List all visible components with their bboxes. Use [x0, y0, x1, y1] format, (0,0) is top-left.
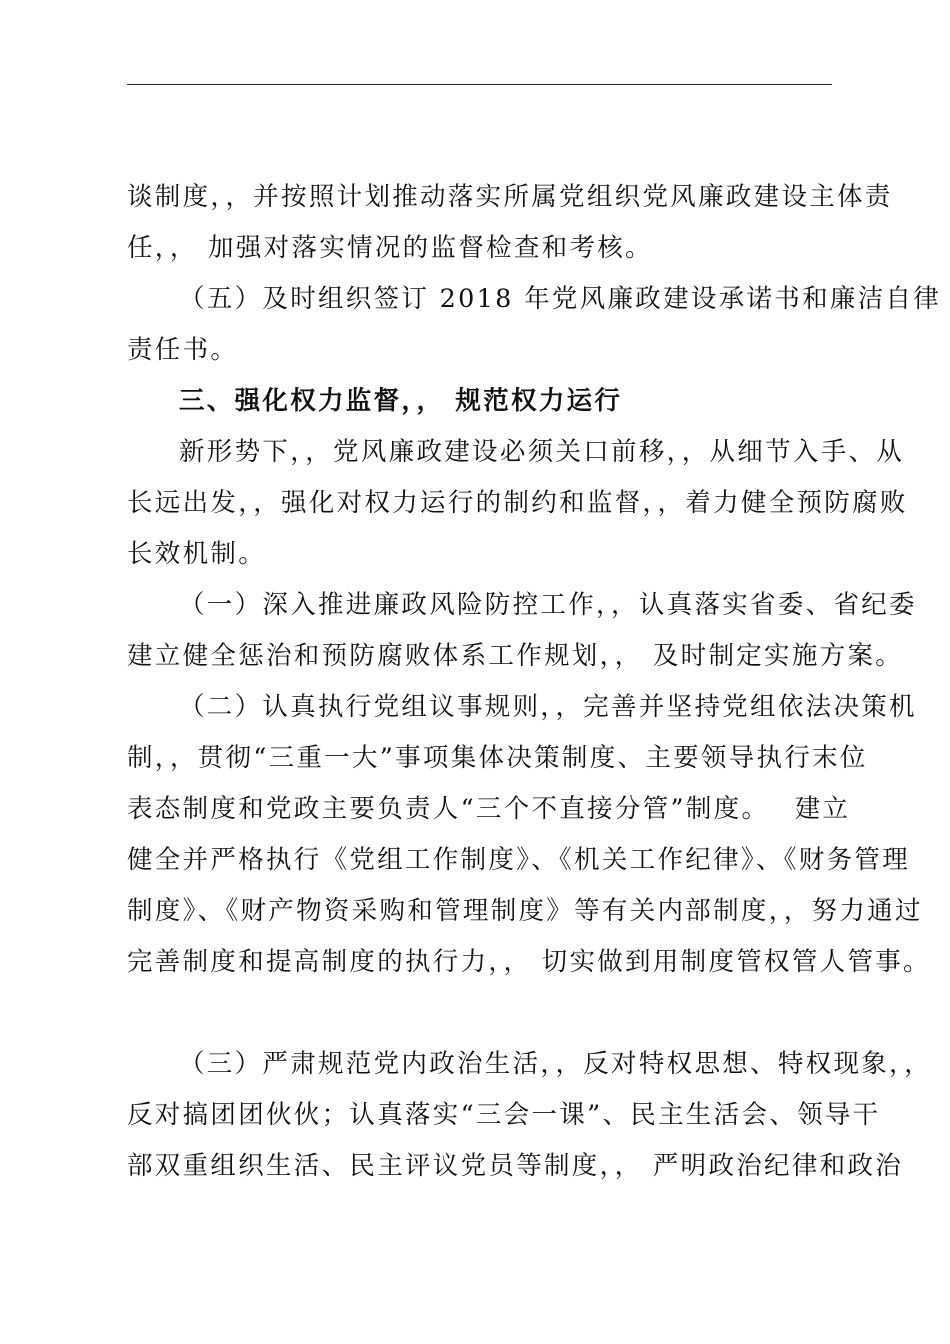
paragraph-start: （三）严肃规范党内政治生活，，反对特权思想、特权现象，， — [179, 1049, 932, 1079]
paragraph-start: （一）深入推进廉政风险防控工作，，认真落实省委、省纪委 — [179, 590, 917, 620]
text-line: 谈制度，，并按照计划推动落实所属党组织党风廉政建设主体责 — [127, 182, 893, 212]
header-rule — [127, 84, 832, 85]
document-body — [127, 172, 942, 1192]
text-line: 制度》、《财产物资采购和管理制度》等有关内部制度，，努力通过 — [127, 896, 923, 926]
text-line: 长远出发，，强化对权力运行的制约和监督，，着力健全预防腐败 — [127, 488, 908, 518]
section-heading: 三、强化权力监督，， 规范权力运行 — [179, 386, 623, 416]
text-line: 部双重组织生活、民主评议党员等制度，， 严明政治纪律和政治 — [127, 1151, 904, 1181]
text-line: 健全并严格执行《党组工作制度》、《机关工作纪律》、《财务管理 — [127, 845, 911, 875]
paragraph-start: （二）认真执行党组议事规则，，完善并坚持党组依法决策机 — [179, 692, 917, 722]
paragraph-start: 新形势下，，党风廉政建设必须关口前移，，从细节入手、从 — [179, 437, 905, 467]
text-line: 制，，贯彻“三重一大”事项集体决策制度、主要领导执行末位 — [127, 743, 868, 773]
text-line: 反对搞团团伙伙；认真落实“三会一课”、民主生活会、领导干 — [127, 1100, 881, 1130]
text-line: 建立健全惩治和预防腐败体系工作规划，， 及时制定实施方案。 — [127, 641, 904, 671]
text-line: 责任书。 — [127, 335, 239, 365]
text-line: 完善制度和提高制度的执行力，， 切实做到用制度管权管人管事。 — [127, 947, 931, 977]
text-line: 任，， 加强对落实情况的监督检查和考核。 — [127, 233, 653, 263]
text-line: 长效机制。 — [127, 539, 267, 569]
text-line: 表态制度和党政主要负责人“三个不直接分管”制度。 建立 — [127, 794, 851, 824]
paragraph-start: （五）及时组织签订 2018 年党风廉政建设承诺书和廉洁自律 — [179, 284, 942, 314]
